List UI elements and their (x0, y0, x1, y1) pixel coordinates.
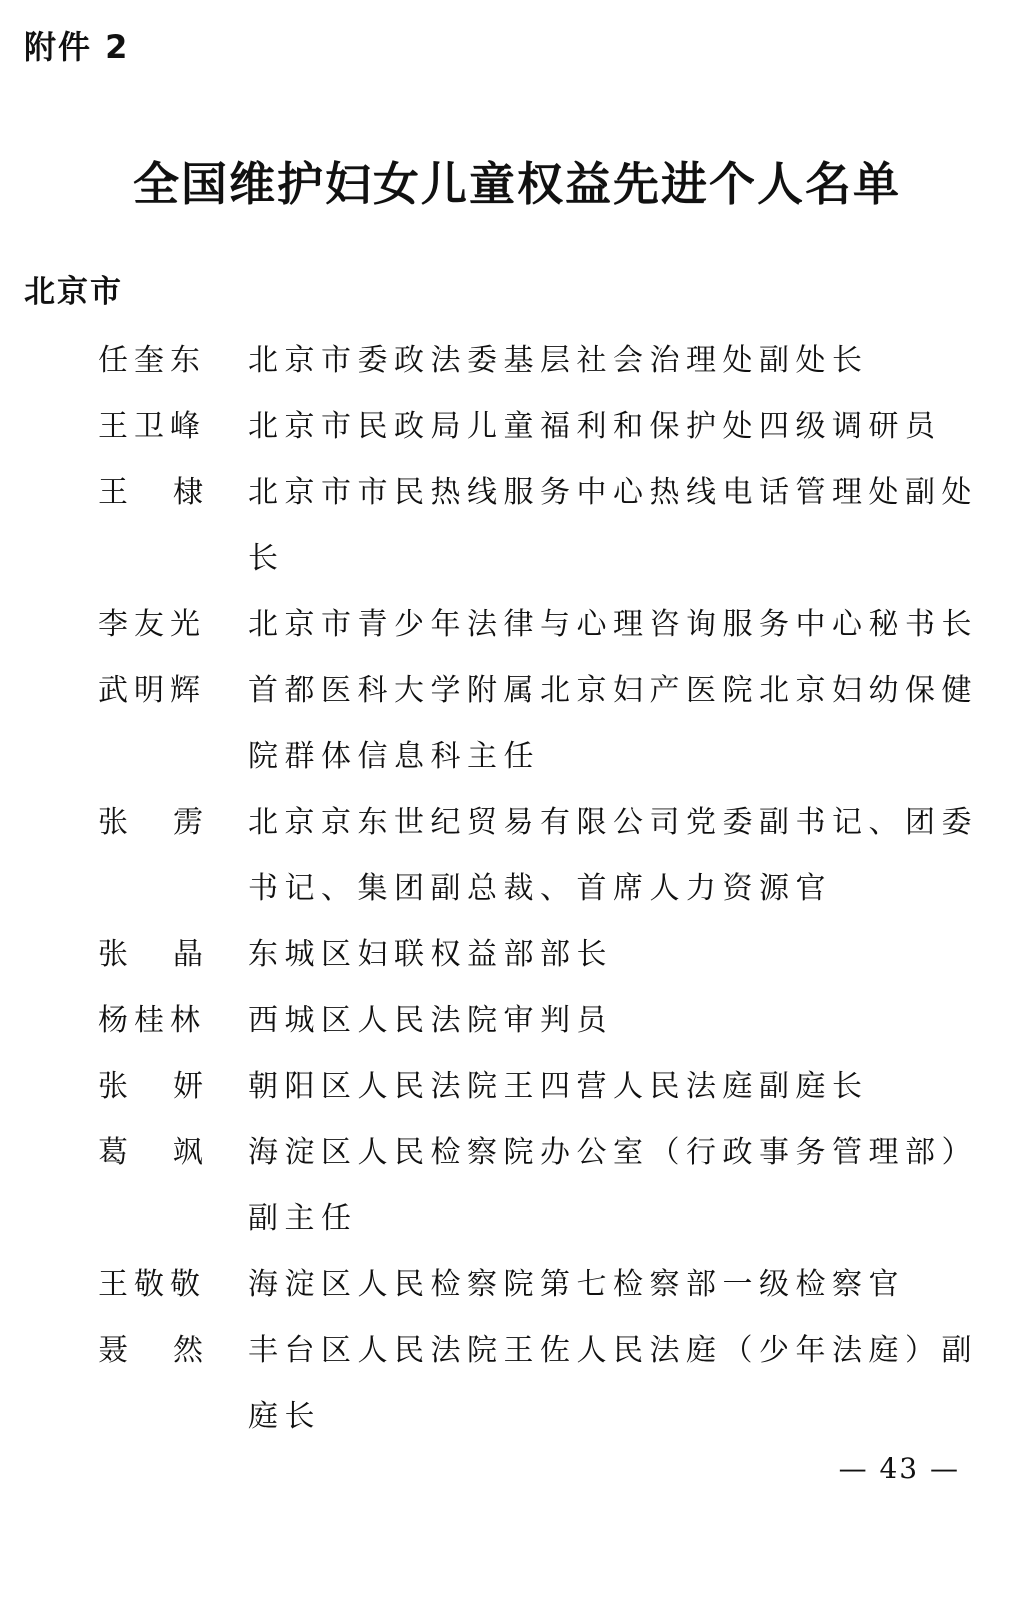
list-item (98, 1252, 998, 1318)
honoree-position: 丰台区人民法院王佐人民法庭（少年法庭）副庭长 (248, 1333, 978, 1434)
list-item (98, 1054, 998, 1120)
honoree-position: 海淀区人民检察院办公室（行政事务管理部）副主任 (248, 1135, 978, 1236)
honoree-position: 北京市市民热线服务中心热线电话管理处副处长 (248, 475, 978, 576)
honoree-position: 北京市青少年法律与心理咨询服务中心秘书长 (248, 607, 978, 642)
honoree-position: 海淀区人民检察院第七检察部一级检察官 (248, 1267, 905, 1302)
list-item (98, 1120, 998, 1252)
list-item (98, 658, 998, 790)
attachment-label: 附件 2 (24, 28, 130, 66)
list-item (98, 790, 998, 922)
honoree-name: 王敬敬 (98, 1267, 206, 1302)
page-number: — 43 — (838, 1452, 960, 1485)
honoree-list (98, 328, 998, 1450)
honoree-position: 北京京东世纪贸易有限公司党委副书记、团委书记、集团副总裁、首席人力资源官 (248, 805, 978, 906)
honoree-position: 北京市委政法委基层社会治理处副处长 (248, 343, 869, 378)
honoree-name: 葛 飒 (98, 1135, 203, 1170)
honoree-position: 首都医科大学附属北京妇产医院北京妇幼保健院群体信息科主任 (248, 673, 978, 774)
honoree-position: 西城区人民法院审判员 (248, 1003, 613, 1038)
honoree-name: 任奎东 (98, 343, 206, 378)
honoree-name: 聂 然 (98, 1333, 203, 1368)
region-heading: 北京市 (24, 274, 123, 310)
page-title: 全国维护妇女儿童权益先进个人名单 (133, 157, 901, 211)
honoree-name: 杨桂林 (98, 1003, 206, 1038)
list-item (98, 592, 998, 658)
honoree-name: 李友光 (98, 607, 206, 642)
honoree-name: 王 棣 (98, 475, 203, 510)
honoree-position: 北京市民政局儿童福利和保护处四级调研员 (248, 409, 942, 444)
list-item (98, 328, 998, 394)
list-item (98, 460, 998, 592)
list-item (98, 988, 998, 1054)
honoree-name: 张 雳 (98, 805, 203, 840)
honoree-position: 东城区妇联权益部部长 (248, 937, 613, 972)
honoree-name: 王卫峰 (98, 409, 206, 444)
honoree-name: 张 妍 (98, 1069, 203, 1104)
honoree-position: 朝阳区人民法院王四营人民法庭副庭长 (248, 1069, 869, 1104)
honoree-name: 张 晶 (98, 937, 203, 972)
honoree-name: 武明辉 (98, 673, 206, 708)
list-item (98, 1318, 998, 1450)
list-item (98, 922, 998, 988)
list-item (98, 394, 998, 460)
